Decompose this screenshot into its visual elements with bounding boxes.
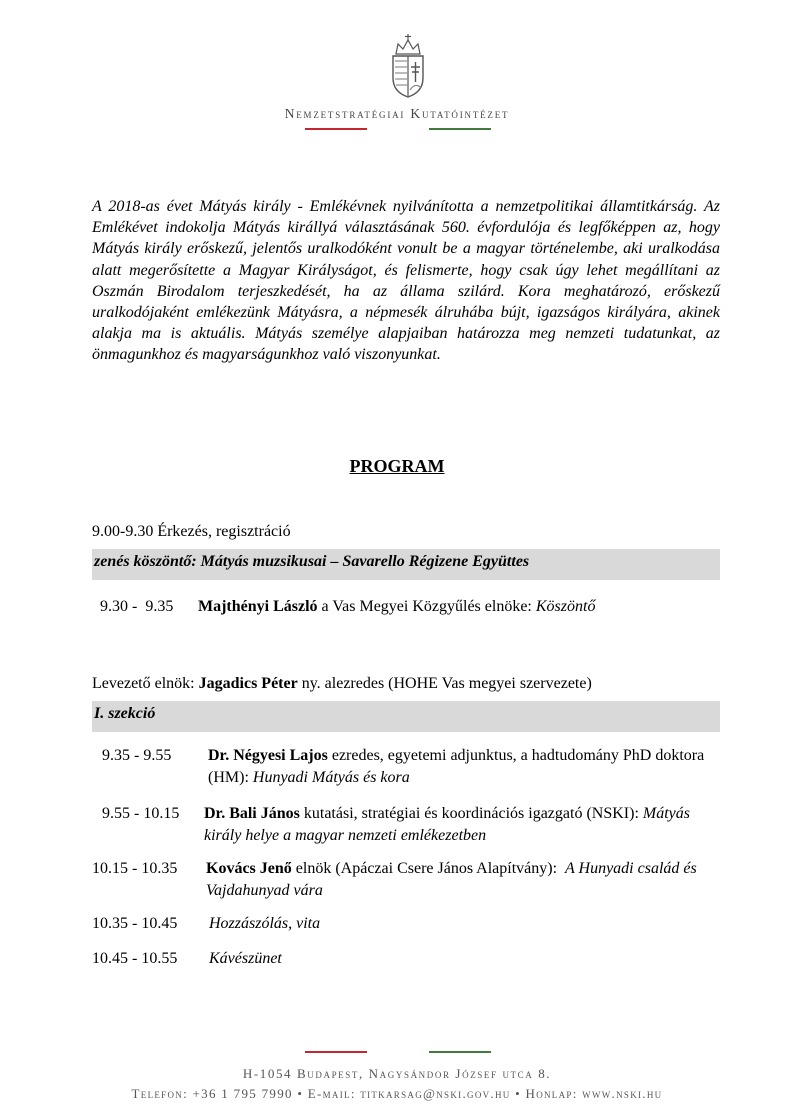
talk-2-role: kutatási, stratégiai és koordinációs igazgató (NSKI):: [299, 805, 643, 822]
tricolor-red: [305, 128, 367, 130]
discussion-title: Hozzászólás, vita: [209, 915, 321, 932]
arrival-time: 9.00-9.30: [92, 523, 154, 540]
institute-name: Nemzetstratégiai Kutatóintézet: [284, 106, 510, 121]
chair-label: Levezető elnök:: [92, 675, 199, 692]
talk-2-time: 9.55 - 10.15: [102, 805, 180, 822]
chair-role: ny. alezredes (HOHE Vas megyei szervezete): [297, 675, 592, 692]
welcome-entry: [198, 598, 595, 616]
coffee-break-title: Kávészünet: [209, 950, 282, 967]
coffee-break-time: 10.45 - 10.55: [92, 950, 178, 967]
arrival-text: Érkezés, regisztráció: [157, 523, 291, 540]
welcome-line: [100, 598, 173, 616]
welcome-title: Köszöntő: [535, 598, 596, 615]
hungarian-coat-of-arms-icon: [388, 32, 428, 98]
program-title: PROGRAM: [349, 456, 445, 476]
tricolor-green: [429, 1051, 491, 1053]
talk-3-role: elnök (Apáczai Csere János Alapítvány):: [291, 860, 566, 877]
talk-2-title: Mátyás király helye a magyar nemzeti emlékezetben: [204, 805, 690, 844]
header-tricolor-line: [305, 128, 491, 130]
discussion-time: 10.35 - 10.45: [92, 915, 178, 932]
talk-1-role: ezredes, egyetemi adjunktus, a hadtudomány PhD doktora (HM):: [208, 747, 705, 786]
talk-3-entry: [206, 858, 716, 902]
chair-name: Jagadics Péter: [198, 675, 298, 692]
footer-contact: Telefon: +36 1 795 7990 • E-mail: titkarsag@nski.gov.hu • Honlap: www.nski.hu: [131, 1086, 663, 1101]
section-band: [92, 701, 720, 732]
talk-3-speaker: Kovács Jenő: [206, 860, 292, 877]
talk-1-entry: [204, 745, 708, 789]
tricolor-white: [367, 128, 429, 130]
tricolor-red: [305, 1051, 367, 1053]
talk-1-time: 9.35 - 9.55: [102, 747, 172, 764]
talk-1-title: Hunyadi Mátyás és kora: [252, 769, 410, 786]
footer-address: H-1054 Budapest, Nagysándor József utca 8.: [242, 1066, 552, 1081]
tricolor-green: [429, 128, 491, 130]
footer-tricolor-line: [305, 1051, 491, 1053]
tricolor-white: [367, 1051, 429, 1053]
welcome-speaker: Majthényi László: [198, 598, 318, 615]
welcome-time: 9.30 - 9.35: [100, 598, 174, 615]
talk-1-speaker: Dr. Négyesi Lajos: [208, 747, 328, 764]
talk-2-entry: [204, 803, 724, 847]
talk-2-speaker: Dr. Bali János: [204, 805, 300, 822]
arrival-line: [92, 523, 291, 541]
talk-3-time: 10.15 - 10.35: [92, 860, 178, 877]
talk-3-title: A Hunyadi család és Vajdahunyad vára: [206, 860, 697, 899]
section-band-text: I. szekció: [94, 705, 156, 722]
welcome-role: a Vas Megyei Közgyűlés elnöke:: [317, 598, 536, 615]
intro-paragraph: A 2018-as évet Mátyás király - Emlékévnek nyilvánította a nemzetpolitikai államtitkárság. Az Emlékévet indokolja Mátyás királlyá választásának 560. évfordulója és legfőképpen az, hogy Mátyás király erőskezű, jelentős uralkodóként vonult be a magyar történelembe, aki uralkodása alatt megerősítette a Magyar Királyságot, és felismerte, hogy csak úgy lehet megállítani az Oszmán Birodalom terjeszkedését, ha az állama szilárd. Kora meghatározó, erőskezű uralkodójaként emlékezünk Mátyásra, a népmesék álruhába bújt, igazságos királyára, akinek alakja ma is aktuális. Mátyás személye alapjaiban határozza meg nemzeti tudatunkat, az önmagunkhoz és magyarságunkhoz való viszonyunkat.: [92, 198, 720, 364]
chair-line: [92, 675, 592, 693]
greeting-band: [92, 549, 720, 580]
greeting-band-text: zenés köszöntő: Mátyás muzsikusai – Savarello Régizene Együttes: [94, 553, 530, 570]
